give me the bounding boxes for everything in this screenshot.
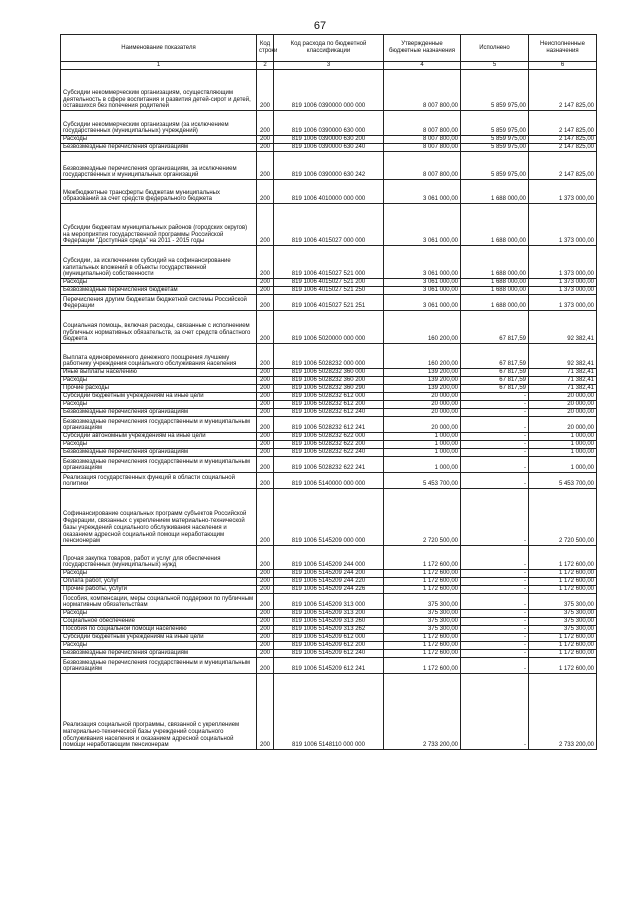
row-expense-code: 819 1006 5028232 612 240 — [274, 409, 384, 417]
row-unexecuted-amount: 1 000,00 — [529, 457, 597, 473]
row-approved-amount: 160 200,00 — [384, 311, 461, 344]
row-executed-amount: 67 817,59 — [461, 385, 529, 393]
row-indicator-name: Расходы — [61, 642, 257, 650]
row-expense-code: 819 1006 5028232 612 200 — [274, 401, 384, 409]
row-indicator-name: Социальная помощь, включая расходы, связанные с исполнением публичных нормативных обязательств, за счет средств областного бюджета — [61, 311, 257, 344]
row-indicator-name: Безвозмездные перечисления организациям — [61, 409, 257, 417]
row-expense-code: 819 1006 0390000 630 200 — [274, 136, 384, 144]
row-unexecuted-amount: 2 147 825,00 — [529, 144, 597, 152]
row-indicator-name: Безвозмездные перечисления организациям, за исключением государственных и муниципальных организаций — [61, 152, 257, 180]
row-executed-amount: - — [461, 546, 529, 570]
row-expense-code: 819 1006 5028232 622 200 — [274, 441, 384, 449]
table-row — [61, 144, 597, 152]
row-approved-amount: 2 733 200,00 — [384, 674, 461, 750]
row-unexecuted-amount: 20 000,00 — [529, 409, 597, 417]
row-approved-amount: 1 000,00 — [384, 457, 461, 473]
row-expense-code: 819 1006 5028232 360 290 — [274, 385, 384, 393]
row-approved-amount: 375 300,00 — [384, 594, 461, 610]
row-unexecuted-amount: 1 000,00 — [529, 449, 597, 457]
table-row — [61, 473, 597, 489]
row-unexecuted-amount: 1 172 600,00 — [529, 642, 597, 650]
row-executed-amount: - — [461, 570, 529, 578]
row-executed-amount: - — [461, 594, 529, 610]
row-indicator-name: Прочая закупка товаров, работ и услуг для обеспечения государственных (муниципальных) нужд — [61, 546, 257, 570]
header-approved: Утвержденные бюджетные назначения — [384, 35, 461, 62]
row-unexecuted-amount: 1 373 000,00 — [529, 287, 597, 295]
row-approved-amount: 8 007 800,00 — [384, 111, 461, 136]
row-indicator-name: Расходы — [61, 441, 257, 449]
header-indicator-name: Наименование показателя — [61, 35, 257, 62]
row-line-code: 200 — [257, 433, 274, 441]
row-indicator-name: Безвозмездные перечисления бюджетам — [61, 287, 257, 295]
row-indicator-name: Субсидии бюджетам муниципальных районов (городских округов) на мероприятия государственной программы Российской Федерации "Доступная среда" на 2011 - 2015 годы — [61, 204, 257, 246]
row-approved-amount: 8 007 800,00 — [384, 136, 461, 144]
budget-execution-table — [60, 34, 597, 750]
table-row — [61, 489, 597, 546]
row-expense-code: 819 1006 5145209 612 240 — [274, 650, 384, 658]
table-row — [61, 578, 597, 586]
row-approved-amount: 2 720 500,00 — [384, 489, 461, 546]
row-line-code: 200 — [257, 642, 274, 650]
row-indicator-name: Выплата единовременного денежного поощрения лучшему работнику учреждения социального обслуживания населения — [61, 344, 257, 369]
row-line-code: 200 — [257, 674, 274, 750]
table-row — [61, 650, 597, 658]
row-indicator-name: Субсидии, за исключением субсидий на софинансирование капитальных вложений в объекты государственной (муниципальной) собственности — [61, 246, 257, 279]
row-executed-amount: 67 817,59 — [461, 311, 529, 344]
column-number: 2 — [257, 62, 274, 70]
row-executed-amount: 5 859 975,00 — [461, 70, 529, 111]
row-line-code: 200 — [257, 578, 274, 586]
row-expense-code: 819 1006 4015027 521 251 — [274, 295, 384, 311]
row-executed-amount: 5 859 975,00 — [461, 111, 529, 136]
table-row — [61, 417, 597, 433]
row-line-code: 200 — [257, 385, 274, 393]
row-unexecuted-amount: 1 172 600,00 — [529, 650, 597, 658]
row-approved-amount: 160 200,00 — [384, 344, 461, 369]
table-row — [61, 457, 597, 473]
row-approved-amount: 1 172 600,00 — [384, 658, 461, 674]
row-indicator-name: Безвозмездные перечисления организациям — [61, 650, 257, 658]
row-line-code: 200 — [257, 626, 274, 634]
row-line-code: 200 — [257, 287, 274, 295]
row-expense-code: 819 1006 0390000 630 242 — [274, 152, 384, 180]
header-expense-code: Код расхода по бюджетной классификации — [274, 35, 384, 62]
row-approved-amount: 8 007 800,00 — [384, 144, 461, 152]
row-unexecuted-amount: 1 373 000,00 — [529, 246, 597, 279]
row-approved-amount: 375 300,00 — [384, 618, 461, 626]
row-expense-code: 819 1006 4015027 521 000 — [274, 246, 384, 279]
row-line-code: 200 — [257, 634, 274, 642]
row-expense-code: 819 1006 5028232 360 200 — [274, 377, 384, 385]
row-executed-amount: 1 688 000,00 — [461, 295, 529, 311]
row-unexecuted-amount: 1 172 600,00 — [529, 658, 597, 674]
row-expense-code: 819 1006 5028232 360 000 — [274, 369, 384, 377]
row-expense-code: 819 1006 4015027 521 200 — [274, 279, 384, 287]
row-approved-amount: 20 000,00 — [384, 401, 461, 409]
row-expense-code: 819 1006 5020000 000 000 — [274, 311, 384, 344]
row-executed-amount: - — [461, 489, 529, 546]
row-executed-amount: - — [461, 457, 529, 473]
row-executed-amount: - — [461, 674, 529, 750]
table-row — [61, 180, 597, 204]
table-row — [61, 409, 597, 417]
table-row — [61, 287, 597, 295]
row-approved-amount: 139 200,00 — [384, 377, 461, 385]
row-line-code: 200 — [257, 393, 274, 401]
row-executed-amount: 67 817,59 — [461, 377, 529, 385]
row-line-code: 200 — [257, 144, 274, 152]
row-executed-amount: - — [461, 417, 529, 433]
row-line-code: 200 — [257, 344, 274, 369]
row-unexecuted-amount: 1 373 000,00 — [529, 204, 597, 246]
row-indicator-name: Расходы — [61, 570, 257, 578]
row-unexecuted-amount: 1 172 600,00 — [529, 570, 597, 578]
row-executed-amount: - — [461, 642, 529, 650]
row-unexecuted-amount: 1 172 600,00 — [529, 586, 597, 594]
row-unexecuted-amount: 92 382,41 — [529, 311, 597, 344]
row-line-code: 200 — [257, 111, 274, 136]
row-approved-amount: 8 007 800,00 — [384, 70, 461, 111]
row-expense-code: 819 1006 5145209 313 262 — [274, 626, 384, 634]
row-line-code: 200 — [257, 401, 274, 409]
row-line-code: 200 — [257, 369, 274, 377]
row-expense-code: 819 1006 5028232 612 000 — [274, 393, 384, 401]
table-row — [61, 658, 597, 674]
table-row — [61, 246, 597, 279]
row-indicator-name: Расходы — [61, 377, 257, 385]
table-row — [61, 401, 597, 409]
table-row — [61, 570, 597, 578]
row-indicator-name: Социальное обеспечение — [61, 618, 257, 626]
row-indicator-name: Расходы — [61, 136, 257, 144]
row-unexecuted-amount: 71 382,41 — [529, 385, 597, 393]
row-approved-amount: 3 061 000,00 — [384, 180, 461, 204]
row-unexecuted-amount: 1 000,00 — [529, 433, 597, 441]
table-row — [61, 626, 597, 634]
row-unexecuted-amount: 2 147 825,00 — [529, 136, 597, 144]
row-line-code: 200 — [257, 594, 274, 610]
row-expense-code: 819 1006 5145209 244 000 — [274, 546, 384, 570]
row-expense-code: 819 1006 5145209 612 000 — [274, 634, 384, 642]
row-expense-code: 819 1006 5145209 000 000 — [274, 489, 384, 546]
row-indicator-name: Оплата работ, услуг — [61, 578, 257, 586]
row-unexecuted-amount: 375 300,00 — [529, 594, 597, 610]
row-unexecuted-amount: 375 300,00 — [529, 610, 597, 618]
row-expense-code: 819 1006 5145209 612 241 — [274, 658, 384, 674]
row-approved-amount: 139 200,00 — [384, 369, 461, 377]
row-approved-amount: 5 453 700,00 — [384, 473, 461, 489]
row-approved-amount: 1 000,00 — [384, 441, 461, 449]
table-row — [61, 634, 597, 642]
row-line-code: 200 — [257, 546, 274, 570]
row-approved-amount: 3 061 000,00 — [384, 287, 461, 295]
row-executed-amount: 1 688 000,00 — [461, 246, 529, 279]
row-approved-amount: 20 000,00 — [384, 417, 461, 433]
row-line-code: 200 — [257, 409, 274, 417]
row-line-code: 200 — [257, 377, 274, 385]
row-approved-amount: 1 172 600,00 — [384, 642, 461, 650]
row-approved-amount: 375 300,00 — [384, 610, 461, 618]
table-row — [61, 674, 597, 750]
row-executed-amount: - — [461, 401, 529, 409]
row-indicator-name: Безвозмездные перечисления государственным и муниципальным организациям — [61, 457, 257, 473]
row-approved-amount: 1 172 600,00 — [384, 650, 461, 658]
table-row — [61, 441, 597, 449]
column-number: 3 — [274, 62, 384, 70]
row-executed-amount: - — [461, 610, 529, 618]
row-unexecuted-amount: 1 373 000,00 — [529, 279, 597, 287]
row-unexecuted-amount: 2 147 825,00 — [529, 70, 597, 111]
row-expense-code: 819 1006 5028232 000 000 — [274, 344, 384, 369]
row-unexecuted-amount: 1 373 000,00 — [529, 180, 597, 204]
row-indicator-name: Безвозмездные перечисления государственным и муниципальным организациям — [61, 658, 257, 674]
row-indicator-name: Безвозмездные перечисления государственным и муниципальным организациям — [61, 417, 257, 433]
table-row — [61, 433, 597, 441]
row-indicator-name: Субсидии автономным учреждениям на иные цели — [61, 433, 257, 441]
row-indicator-name: Безвозмездные перечисления организациям — [61, 449, 257, 457]
table-row — [61, 311, 597, 344]
row-line-code: 200 — [257, 618, 274, 626]
row-expense-code: 819 1006 4015027 521 250 — [274, 287, 384, 295]
row-unexecuted-amount: 71 382,41 — [529, 369, 597, 377]
row-expense-code: 819 1006 5145209 244 220 — [274, 578, 384, 586]
row-unexecuted-amount: 2 720 500,00 — [529, 489, 597, 546]
row-line-code: 200 — [257, 204, 274, 246]
row-line-code: 200 — [257, 279, 274, 287]
row-expense-code: 819 1006 5140000 000 000 — [274, 473, 384, 489]
table-row — [61, 152, 597, 180]
row-executed-amount: 67 817,59 — [461, 369, 529, 377]
header-executed: Исполнено — [461, 35, 529, 62]
table-row — [61, 295, 597, 311]
row-line-code: 200 — [257, 570, 274, 578]
row-executed-amount: - — [461, 658, 529, 674]
row-indicator-name: Иные выплаты населению — [61, 369, 257, 377]
row-expense-code: 819 1006 5145209 244 200 — [274, 570, 384, 578]
header-unexecuted: Неисполненные назначения — [529, 35, 597, 62]
row-unexecuted-amount: 5 453 700,00 — [529, 473, 597, 489]
table-body — [61, 70, 597, 750]
row-executed-amount: 1 688 000,00 — [461, 279, 529, 287]
table-row — [61, 618, 597, 626]
column-number-row — [61, 62, 597, 70]
row-unexecuted-amount: 1 172 600,00 — [529, 578, 597, 586]
row-executed-amount: - — [461, 409, 529, 417]
row-expense-code: 819 1006 0390000 000 000 — [274, 70, 384, 111]
row-approved-amount: 1 172 600,00 — [384, 570, 461, 578]
row-executed-amount: - — [461, 433, 529, 441]
column-number: 6 — [529, 62, 597, 70]
row-unexecuted-amount: 20 000,00 — [529, 393, 597, 401]
row-executed-amount: 1 688 000,00 — [461, 204, 529, 246]
row-expense-code: 819 1006 5028232 622 240 — [274, 449, 384, 457]
row-unexecuted-amount: 2 147 825,00 — [529, 152, 597, 180]
table-row — [61, 111, 597, 136]
row-line-code: 200 — [257, 489, 274, 546]
row-line-code: 200 — [257, 152, 274, 180]
row-indicator-name: Безвозмездные перечисления организациям — [61, 144, 257, 152]
row-executed-amount: 5 859 975,00 — [461, 136, 529, 144]
row-line-code: 200 — [257, 295, 274, 311]
column-number: 5 — [461, 62, 529, 70]
row-approved-amount: 1 000,00 — [384, 433, 461, 441]
row-line-code: 200 — [257, 136, 274, 144]
row-approved-amount: 1 000,00 — [384, 449, 461, 457]
row-unexecuted-amount: 375 300,00 — [529, 626, 597, 634]
row-indicator-name: Субсидии бюджетным учреждениям на иные цели — [61, 634, 257, 642]
row-approved-amount: 20 000,00 — [384, 393, 461, 401]
row-line-code: 200 — [257, 586, 274, 594]
table-row — [61, 393, 597, 401]
row-indicator-name: Реализация государственных функций в области социальной политики — [61, 473, 257, 489]
table-header-row — [61, 35, 597, 62]
row-line-code: 200 — [257, 246, 274, 279]
row-line-code: 200 — [257, 610, 274, 618]
row-expense-code: 819 1006 5148110 000 000 — [274, 674, 384, 750]
row-executed-amount: 1 688 000,00 — [461, 287, 529, 295]
row-executed-amount: 5 859 975,00 — [461, 152, 529, 180]
row-approved-amount: 1 172 600,00 — [384, 578, 461, 586]
table-row — [61, 369, 597, 377]
row-indicator-name: Субсидии бюджетным учреждениям на иные цели — [61, 393, 257, 401]
header-line-code: Код строки — [257, 35, 274, 62]
row-unexecuted-amount: 1 172 600,00 — [529, 546, 597, 570]
row-expense-code: 819 1006 5028232 622 241 — [274, 457, 384, 473]
table-row — [61, 70, 597, 111]
table-row — [61, 344, 597, 369]
row-unexecuted-amount: 20 000,00 — [529, 417, 597, 433]
row-indicator-name: Прочие расходы — [61, 385, 257, 393]
row-approved-amount: 1 172 600,00 — [384, 546, 461, 570]
table-row — [61, 610, 597, 618]
row-indicator-name: Расходы — [61, 401, 257, 409]
row-executed-amount: 1 688 000,00 — [461, 180, 529, 204]
table-row — [61, 449, 597, 457]
row-unexecuted-amount: 2 147 825,00 — [529, 111, 597, 136]
row-line-code: 200 — [257, 457, 274, 473]
row-executed-amount: - — [461, 393, 529, 401]
row-executed-amount: - — [461, 586, 529, 594]
row-approved-amount: 3 061 000,00 — [384, 204, 461, 246]
row-approved-amount: 139 200,00 — [384, 385, 461, 393]
table-row — [61, 594, 597, 610]
row-executed-amount: - — [461, 473, 529, 489]
row-indicator-name: Пособия, компенсации, меры социальной поддержки по публичным нормативным обязательствам — [61, 594, 257, 610]
row-indicator-name: Субсидии некоммерческим организациям, осуществляющим деятельность в сфере воспитания и развития детей-сирот и детей, оставшихся без попечения родителей — [61, 70, 257, 111]
row-line-code: 200 — [257, 311, 274, 344]
table-row — [61, 385, 597, 393]
row-unexecuted-amount: 1 172 600,00 — [529, 634, 597, 642]
row-expense-code: 819 1006 5028232 622 000 — [274, 433, 384, 441]
row-indicator-name: Перечисления другим бюджетам бюджетной системы Российской Федерации — [61, 295, 257, 311]
row-unexecuted-amount: 20 000,00 — [529, 401, 597, 409]
row-expense-code: 819 1006 5145209 612 200 — [274, 642, 384, 650]
row-expense-code: 819 1006 5028232 612 241 — [274, 417, 384, 433]
row-approved-amount: 1 172 600,00 — [384, 634, 461, 642]
row-line-code: 200 — [257, 441, 274, 449]
row-line-code: 200 — [257, 650, 274, 658]
row-executed-amount: - — [461, 650, 529, 658]
row-unexecuted-amount: 92 382,41 — [529, 344, 597, 369]
row-approved-amount: 8 007 800,00 — [384, 152, 461, 180]
row-indicator-name: Реализация социальной программы, связанной с укреплением материально-технической базы учреждений социального обслуживания населения и оказанием адресной социальной помощи неработающим пенсионерам — [61, 674, 257, 750]
row-line-code: 200 — [257, 473, 274, 489]
column-number: 1 — [61, 62, 257, 70]
row-executed-amount: - — [461, 618, 529, 626]
row-executed-amount: - — [461, 626, 529, 634]
row-expense-code: 819 1006 5145209 244 226 — [274, 586, 384, 594]
row-approved-amount: 375 300,00 — [384, 626, 461, 634]
row-unexecuted-amount: 2 733 200,00 — [529, 674, 597, 750]
row-indicator-name: Прочие работы, услуги — [61, 586, 257, 594]
row-expense-code: 819 1006 0390000 630 240 — [274, 144, 384, 152]
table-row — [61, 204, 597, 246]
row-line-code: 200 — [257, 658, 274, 674]
table-row — [61, 546, 597, 570]
row-expense-code: 819 1006 5145209 313 000 — [274, 594, 384, 610]
row-unexecuted-amount: 71 382,41 — [529, 377, 597, 385]
row-executed-amount: - — [461, 578, 529, 586]
table-row — [61, 377, 597, 385]
row-executed-amount: - — [461, 449, 529, 457]
row-expense-code: 819 1006 4015027 000 000 — [274, 204, 384, 246]
row-executed-amount: - — [461, 441, 529, 449]
row-unexecuted-amount: 1 000,00 — [529, 441, 597, 449]
row-indicator-name: Расходы — [61, 610, 257, 618]
row-indicator-name: Межбюджетные трансферты бюджетам муниципальных образований за счет средств федерального бюджета — [61, 180, 257, 204]
row-expense-code: 819 1006 4010000 000 000 — [274, 180, 384, 204]
row-approved-amount: 20 000,00 — [384, 409, 461, 417]
row-indicator-name: Расходы — [61, 279, 257, 287]
row-line-code: 200 — [257, 180, 274, 204]
row-executed-amount: 67 817,59 — [461, 344, 529, 369]
row-approved-amount: 1 172 600,00 — [384, 586, 461, 594]
column-number: 4 — [384, 62, 461, 70]
table-row — [61, 642, 597, 650]
row-expense-code: 819 1006 5145209 313 260 — [274, 618, 384, 626]
row-indicator-name: Субсидии некоммерческим организациям (за исключением государственных (муниципальных) учреждений) — [61, 111, 257, 136]
page-number: 67 — [313, 20, 327, 32]
row-unexecuted-amount: 375 300,00 — [529, 618, 597, 626]
row-line-code: 200 — [257, 417, 274, 433]
row-indicator-name: Софинансирование социальных программ субъектов Российской Федерации, связанных с укреплением материально-технической базы учреждений социального обслуживания населения и оказанием адресной социальной помощи неработающим пенсионерам — [61, 489, 257, 546]
row-expense-code: 819 1006 5145209 313 200 — [274, 610, 384, 618]
row-approved-amount: 3 061 000,00 — [384, 279, 461, 287]
row-line-code: 200 — [257, 70, 274, 111]
table-row — [61, 279, 597, 287]
row-approved-amount: 3 061 000,00 — [384, 295, 461, 311]
row-unexecuted-amount: 1 373 000,00 — [529, 295, 597, 311]
row-executed-amount: - — [461, 634, 529, 642]
row-line-code: 200 — [257, 449, 274, 457]
row-approved-amount: 3 061 000,00 — [384, 246, 461, 279]
row-executed-amount: 5 859 975,00 — [461, 144, 529, 152]
table-row — [61, 136, 597, 144]
row-expense-code: 819 1006 0390000 630 000 — [274, 111, 384, 136]
row-indicator-name: Пособия по социальной помощи населению — [61, 626, 257, 634]
table-row — [61, 586, 597, 594]
